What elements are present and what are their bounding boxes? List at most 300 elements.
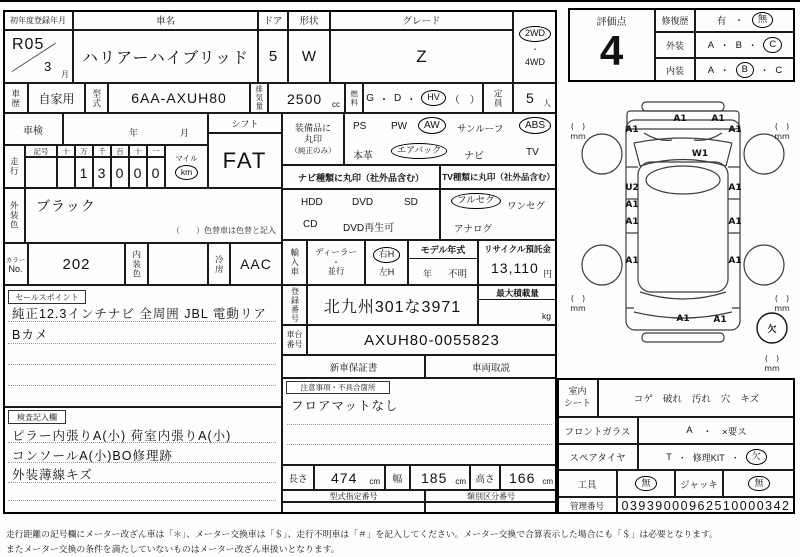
label-shift-text: シフト bbox=[231, 118, 259, 129]
diagram-tread-front-right bbox=[774, 122, 790, 141]
inspection-rule-4 bbox=[8, 500, 276, 501]
value-height-number: 166 bbox=[509, 470, 536, 486]
tab-notes-defects-text: 注意事項・不具合箇所 bbox=[300, 383, 376, 392]
cell-handle-position bbox=[365, 240, 408, 285]
label-exterior-grade-text: 外装 bbox=[665, 40, 684, 51]
value-grade-text: Z bbox=[416, 46, 427, 66]
value-width-unit: cm bbox=[455, 477, 466, 486]
value-model-designation-no bbox=[282, 502, 425, 514]
seat-hole: 穴 bbox=[720, 393, 731, 405]
label-displacement bbox=[250, 83, 268, 113]
notes-rule-2 bbox=[287, 444, 552, 445]
value-evaluation-score bbox=[569, 27, 654, 74]
value-length bbox=[314, 465, 385, 490]
sales-line2: Bカメ bbox=[12, 328, 49, 342]
value-shape bbox=[288, 30, 330, 83]
header-max-load-text: 最大積載量 bbox=[496, 287, 539, 298]
tread-paren-fl: ( ) bbox=[570, 122, 586, 131]
value-tools bbox=[617, 470, 675, 497]
value-grade bbox=[330, 30, 513, 83]
diagram-part-label: A1 bbox=[625, 200, 639, 210]
mileage-col-10-text: 十 bbox=[134, 146, 142, 156]
navi-cd: CD bbox=[303, 219, 318, 230]
diagram-part-label: A1 bbox=[711, 114, 725, 124]
cell-tv-items bbox=[440, 189, 557, 240]
diagram-part-label: A1 bbox=[673, 114, 687, 124]
tread-paren-rr: ( ) bbox=[774, 294, 790, 303]
value-width bbox=[410, 465, 470, 490]
tread-mm-rl: mm bbox=[570, 304, 586, 313]
tread-mm-spare: mm bbox=[764, 364, 780, 373]
label-interior-color-text: 内装色 bbox=[131, 249, 142, 279]
label-jack-text: ジャッキ bbox=[680, 479, 718, 491]
registration-month-unit: 月 bbox=[61, 70, 69, 79]
exterior-c-circled: C bbox=[763, 37, 782, 53]
spare-t: T bbox=[666, 452, 672, 462]
tread-mm-fr: mm bbox=[774, 132, 790, 141]
navi-hdd: HDD bbox=[301, 197, 323, 208]
diagram-wheel-rear-left bbox=[582, 245, 622, 285]
value-displacement-unit: cc bbox=[332, 100, 340, 109]
label-tools bbox=[557, 470, 617, 497]
tread-paren-spare: ( ) bbox=[764, 354, 780, 363]
equip-pw: PW bbox=[391, 121, 408, 132]
cell-navi-items bbox=[282, 189, 440, 240]
value-doors-text: 5 bbox=[268, 48, 278, 65]
tv-full-seg-circled: フルセグ bbox=[451, 193, 501, 209]
import-parallel: 並行 bbox=[327, 266, 345, 277]
handle-right-circled: 右H bbox=[373, 247, 401, 263]
mileage-digit-10k bbox=[75, 157, 93, 188]
value-displacement bbox=[268, 83, 345, 113]
diagram-part-label: A1 bbox=[625, 125, 639, 135]
interior-a: A bbox=[707, 64, 715, 76]
header-tv-type bbox=[440, 165, 557, 189]
diagram-wheel-front-left bbox=[582, 134, 622, 174]
label-repair-history-text: 修復歴 bbox=[661, 15, 689, 26]
diagram-rear-trim bbox=[642, 333, 724, 342]
cell-equipment-items bbox=[344, 113, 557, 165]
mileage-digit-1 bbox=[147, 157, 165, 188]
equip-leather: 本革 bbox=[353, 151, 373, 162]
diagram-sunroof bbox=[646, 166, 720, 194]
mileage-col-100 bbox=[111, 145, 129, 157]
label-color-no-line1: カラー bbox=[5, 256, 26, 264]
label-windshield-text: フロントガラス bbox=[564, 426, 631, 438]
tread-paren-fr: ( ) bbox=[774, 122, 790, 131]
label-shaken bbox=[3, 113, 63, 145]
tv-analog: アナログ bbox=[454, 224, 493, 235]
label-spare-tire-text: スペアタイヤ bbox=[569, 453, 626, 464]
tools-none-circled: 無 bbox=[635, 476, 656, 492]
sales-rule-2 bbox=[8, 343, 276, 344]
diagram-part-label: A1 bbox=[676, 314, 690, 324]
label-first-registration bbox=[3, 10, 73, 30]
tab-sales-points-text: セールスポイント bbox=[15, 292, 79, 302]
spare-repair-kit: 修理KIT bbox=[692, 452, 725, 463]
mileage-col-1 bbox=[147, 145, 165, 157]
value-class-division-no bbox=[425, 502, 557, 514]
diagram-tread-front-left bbox=[570, 122, 586, 141]
equip-navi: ナビ bbox=[464, 151, 484, 162]
tread-paren-rl: ( ) bbox=[570, 294, 586, 303]
diagram-tread-rear-left bbox=[570, 294, 586, 313]
mileage-col-sign-text: 記号 bbox=[33, 146, 49, 156]
inspection-rule-1 bbox=[8, 442, 276, 443]
tab-inspector-notes-text: 検査記入欄 bbox=[17, 412, 57, 422]
label-equipment bbox=[282, 113, 344, 165]
diagram-part-label: A1 bbox=[728, 183, 742, 193]
value-height-unit: cm bbox=[542, 477, 553, 486]
label-exterior-grade bbox=[655, 32, 695, 58]
value-length-number: 474 bbox=[331, 470, 358, 486]
value-ac-text: AAC bbox=[240, 256, 272, 272]
label-equipment-line1: 装備品に bbox=[294, 123, 331, 134]
mileage-unit-km-circled: km bbox=[175, 165, 198, 180]
diagram-door-seams bbox=[626, 167, 740, 233]
exterior-sep2: ・ bbox=[747, 41, 758, 52]
drive-separator: ・ bbox=[531, 44, 539, 54]
diagram-front-trim bbox=[642, 102, 724, 111]
mileage-digit-1k-text: 3 bbox=[97, 164, 107, 181]
repair-yes: 有 bbox=[716, 16, 727, 27]
value-registration-number bbox=[307, 285, 478, 325]
cell-model-year bbox=[408, 240, 478, 285]
mileage-col-1k-text: 千 bbox=[98, 146, 106, 156]
value-management-number-text: 03939000962510000342 bbox=[621, 498, 791, 513]
inspection-rule-2 bbox=[8, 462, 276, 463]
mileage-unit-mile: マイル bbox=[175, 153, 198, 163]
cell-dealer-parallel bbox=[307, 240, 365, 285]
label-color-no bbox=[3, 243, 28, 285]
cell-registration-date bbox=[3, 30, 73, 83]
label-exterior-color-text: 外装色 bbox=[9, 201, 20, 230]
interior-b-circled: B bbox=[736, 62, 754, 78]
max-load-unit: kg bbox=[542, 311, 551, 321]
label-capacity bbox=[483, 83, 513, 113]
value-windshield bbox=[638, 417, 795, 444]
label-import bbox=[282, 240, 307, 285]
header-recycle-deposit-text: リサイクル預託金 bbox=[484, 243, 551, 254]
label-history-text: 車歴 bbox=[10, 88, 21, 108]
cell-exterior-color bbox=[25, 188, 282, 243]
label-length bbox=[282, 465, 314, 490]
label-displacement-text: 排気量 bbox=[254, 85, 264, 111]
value-color-no-text: 202 bbox=[62, 255, 91, 273]
equip-airbag-circled: エアバック bbox=[391, 143, 447, 159]
label-height-text: 高さ bbox=[475, 473, 495, 485]
fuel-gasoline: G bbox=[366, 92, 375, 104]
value-capacity-unit: 人 bbox=[543, 99, 551, 108]
label-interior-seat bbox=[557, 378, 598, 417]
mileage-col-1k bbox=[93, 145, 111, 157]
interior-sep1: ・ bbox=[720, 66, 730, 77]
header-model-year bbox=[409, 241, 477, 259]
label-shaken-text: 車検 bbox=[23, 125, 43, 137]
label-first-registration-text: 初年度登録年月 bbox=[10, 15, 66, 25]
label-management-number-text: 管理番号 bbox=[569, 500, 604, 511]
navi-sd: SD bbox=[404, 197, 418, 208]
header-model-designation-no-text: 型式指定番号 bbox=[329, 491, 378, 501]
model-year-unit: 年 bbox=[423, 269, 433, 279]
label-car-name-text: 車名 bbox=[155, 16, 175, 27]
label-history bbox=[3, 83, 28, 113]
equip-tv: TV bbox=[526, 147, 539, 158]
label-equipment-line2: 丸印 bbox=[303, 134, 322, 145]
value-management-number bbox=[617, 497, 795, 514]
diagram-tread-spare bbox=[764, 354, 780, 373]
tread-mm-rr: mm bbox=[774, 304, 790, 313]
diagram-tread-rear-right bbox=[774, 294, 790, 313]
value-evaluation-score-text: 4 bbox=[599, 27, 624, 74]
label-ac-text: 冷房 bbox=[214, 254, 225, 274]
diagram-roof bbox=[638, 162, 728, 292]
inspection-line2: コンソールA(小)BO修理跡 bbox=[12, 449, 173, 463]
tab-sales-points bbox=[8, 290, 86, 304]
value-car-name bbox=[73, 30, 258, 83]
fuel-hv-circled: HV bbox=[421, 90, 446, 106]
label-tools-text: 工具 bbox=[577, 479, 597, 491]
mileage-col-100k bbox=[57, 145, 75, 157]
mileage-digit-sign bbox=[25, 157, 57, 188]
import-sep: ・ bbox=[332, 257, 340, 267]
label-interior-color bbox=[125, 243, 148, 285]
diagram-part-label: W1 bbox=[691, 149, 709, 159]
label-evaluation-score-text: 評価点 bbox=[596, 17, 627, 28]
damage-diagram bbox=[560, 90, 800, 380]
label-model-code bbox=[85, 83, 108, 113]
registration-month: 3 bbox=[44, 59, 53, 74]
label-width bbox=[385, 465, 410, 490]
fuel-sep1: ・ bbox=[379, 94, 390, 106]
mileage-digit-1-text: 0 bbox=[151, 164, 161, 181]
sales-rule-3 bbox=[8, 364, 276, 365]
label-car-name bbox=[73, 10, 258, 30]
label-chassis-line2: 番号 bbox=[286, 340, 303, 349]
header-max-load bbox=[479, 286, 556, 300]
repair-no-circled: 無 bbox=[752, 12, 774, 28]
windshield-a: A bbox=[686, 425, 693, 436]
label-grade-text: グレード bbox=[402, 16, 441, 27]
tab-notes-defects bbox=[286, 381, 390, 394]
mileage-col-sign bbox=[25, 145, 57, 157]
label-interior-seat-line2: シート bbox=[563, 397, 591, 408]
interior-c: C bbox=[775, 64, 783, 76]
value-width-number: 185 bbox=[421, 470, 448, 486]
equip-ps: PS bbox=[353, 121, 367, 132]
mileage-col-10k-text: 万 bbox=[80, 146, 88, 156]
cell-new-car-warranty-text: 新車保証書 bbox=[329, 362, 378, 374]
tab-inspector-notes bbox=[8, 410, 66, 424]
tread-mm-fl: mm bbox=[570, 132, 586, 141]
label-management-number bbox=[557, 497, 617, 514]
value-registration-number-text: 北九州301な3971 bbox=[323, 298, 462, 316]
value-doors bbox=[258, 30, 288, 83]
value-spare-tire bbox=[638, 444, 795, 470]
header-navi-type-text: ナビ種類に丸印（社外品含む） bbox=[297, 172, 424, 183]
label-interior-grade bbox=[655, 58, 695, 82]
header-navi-type bbox=[282, 165, 440, 189]
label-registration-number-text: 登録番号 bbox=[290, 287, 300, 323]
sales-line1: 純正12.3インチナビ 全周囲 JBL 電動リア bbox=[12, 307, 267, 321]
navi-dvd-play: DVD再生可 bbox=[343, 223, 395, 234]
label-chassis-line1: 車台 bbox=[286, 330, 303, 340]
label-fuel bbox=[345, 83, 363, 113]
header-tv-type-text: TV種類に丸印（社外品含む） bbox=[442, 172, 555, 182]
label-mileage-text: 走行 bbox=[9, 157, 20, 176]
mileage-col-100k-text: 十 bbox=[62, 146, 70, 156]
diagram-part-label: A1 bbox=[728, 125, 742, 135]
navi-dvd: DVD bbox=[352, 197, 374, 208]
sales-rule-4 bbox=[8, 385, 276, 386]
mileage-digit-100 bbox=[111, 157, 129, 188]
mileage-digit-1k bbox=[93, 157, 111, 188]
value-capacity-number: 5 bbox=[526, 90, 535, 106]
mileage-digit-10-text: 0 bbox=[133, 164, 143, 181]
diagram-part-label: A1 bbox=[713, 315, 727, 325]
equip-aw-circled: AW bbox=[418, 117, 446, 134]
mileage-digit-10 bbox=[129, 157, 147, 188]
fuel-diesel: D bbox=[394, 92, 402, 104]
value-interior-color bbox=[148, 243, 208, 285]
recycle-fee-unit: 円 bbox=[542, 269, 552, 279]
label-model-code-text: 型式 bbox=[91, 88, 102, 108]
label-shift bbox=[208, 113, 282, 133]
label-fuel-text: 燃料 bbox=[349, 89, 359, 107]
tv-one-seg: ワンセグ bbox=[507, 201, 546, 212]
value-repair-history bbox=[695, 8, 795, 32]
label-equipment-line3: （純正のみ） bbox=[290, 145, 336, 155]
equip-sunroof: サンルーフ bbox=[457, 124, 504, 135]
seat-burn: コゲ bbox=[633, 393, 653, 405]
label-ac bbox=[208, 243, 230, 285]
diagram-part-label: U2 bbox=[625, 183, 639, 193]
value-model-code bbox=[108, 83, 250, 113]
label-height bbox=[470, 465, 500, 490]
label-width-text: 幅 bbox=[392, 473, 403, 485]
value-shift bbox=[208, 133, 282, 188]
cell-vehicle-manual-text: 車両取説 bbox=[471, 362, 510, 374]
mileage-col-10k bbox=[75, 145, 93, 157]
cell-max-load bbox=[478, 285, 557, 325]
value-chassis-number bbox=[307, 325, 557, 355]
label-exterior-color bbox=[3, 188, 25, 243]
exterior-sep1: ・ bbox=[720, 41, 730, 52]
value-chassis-number-text: AXUH80-0055823 bbox=[364, 331, 500, 349]
cell-new-car-warranty bbox=[282, 355, 425, 378]
label-length-text: 長さ bbox=[288, 473, 308, 485]
label-doors bbox=[258, 10, 288, 30]
notes-line1: フロアマットなし bbox=[291, 399, 399, 413]
value-exterior-color: ブラック bbox=[36, 198, 96, 214]
header-recycle-deposit bbox=[479, 241, 556, 256]
diagram-part-label: A1 bbox=[728, 256, 742, 266]
value-length-unit: cm bbox=[369, 477, 380, 486]
header-class-division-no bbox=[425, 490, 557, 502]
registration-era: R05 bbox=[12, 36, 45, 53]
label-color-no-line2: No. bbox=[8, 263, 23, 274]
header-class-division-no-text: 類別区分番号 bbox=[467, 491, 515, 501]
spare-sep1: ・ bbox=[677, 452, 687, 463]
value-history-text: 自家用 bbox=[38, 91, 75, 106]
interior-sep2: ・ bbox=[759, 66, 770, 77]
inspection-line1: ピラー内張りA(小) 荷室内張りA(小) bbox=[12, 429, 232, 443]
label-shape-text: 形状 bbox=[299, 16, 319, 27]
diagram-part-label: A1 bbox=[728, 217, 742, 227]
value-fuel bbox=[363, 83, 483, 113]
fuel-sep2: ・ bbox=[406, 94, 417, 106]
mileage-col-100-text: 百 bbox=[116, 146, 124, 156]
label-shape bbox=[288, 10, 330, 30]
value-exterior-grade bbox=[695, 32, 795, 58]
label-jack bbox=[675, 470, 723, 497]
inspection-rule-3 bbox=[8, 482, 276, 483]
label-interior-grade-text: 内装 bbox=[665, 65, 684, 76]
value-capacity bbox=[513, 83, 557, 113]
cell-drive-type bbox=[513, 10, 557, 83]
equip-abs-circled: ABS bbox=[519, 117, 551, 134]
mileage-digit-100k bbox=[57, 157, 75, 188]
seat-tear: 破れ bbox=[662, 393, 682, 405]
value-ac bbox=[230, 243, 282, 285]
cell-evaluation-score bbox=[568, 8, 655, 82]
diagram-spare-missing-label: 欠 bbox=[767, 325, 777, 335]
value-color-no bbox=[28, 243, 125, 285]
mileage-digit-10k-text: 1 bbox=[79, 164, 89, 181]
windshield-sep: ・ bbox=[702, 426, 713, 438]
value-displacement-number: 2500 bbox=[287, 91, 323, 107]
value-car-name-text: ハリアーハイブリッド bbox=[82, 50, 249, 67]
value-history bbox=[28, 83, 85, 113]
mileage-digit-100-text: 0 bbox=[115, 164, 125, 181]
label-capacity-text: 定員 bbox=[493, 88, 504, 108]
diagram-part-label: A1 bbox=[625, 217, 639, 227]
import-dealer: ディーラー bbox=[315, 247, 357, 258]
exterior-color-note: （ ）色替車は色替と記入 bbox=[172, 226, 276, 235]
label-registration-number bbox=[282, 285, 307, 325]
cell-recycle-deposit bbox=[478, 240, 557, 285]
label-repair-history bbox=[655, 8, 695, 32]
sheet-top-edge bbox=[0, 0, 800, 2]
model-year-unknown: 不明 bbox=[447, 269, 467, 280]
exterior-b: B bbox=[735, 39, 742, 51]
value-interior-grade bbox=[695, 58, 795, 82]
value-height bbox=[500, 465, 557, 490]
label-doors-text: ドア bbox=[263, 16, 283, 27]
spare-missing-circled: 欠 bbox=[746, 449, 767, 465]
shaken-year-unit: 年 bbox=[129, 128, 139, 138]
inspection-line3: 外装薄線キズ bbox=[12, 468, 93, 482]
cell-vehicle-manual bbox=[425, 355, 557, 378]
mileage-col-10 bbox=[129, 145, 147, 157]
label-chassis-number bbox=[282, 325, 307, 355]
value-jack bbox=[723, 470, 795, 497]
drive-4wd: 4WD bbox=[525, 56, 545, 67]
jack-none-circled: 無 bbox=[748, 476, 769, 492]
diagram-wheel-rear-right bbox=[744, 245, 784, 285]
label-spare-tire bbox=[557, 444, 638, 470]
exterior-a: A bbox=[707, 39, 715, 51]
value-interior-seat bbox=[598, 378, 795, 417]
footer-note-line1: 走行距離の記号欄にメーター改ざん車は「＊」、メーター交換車は「＄」、走行不明車は「＃」を記入してください。メーター交換で合算表示した場合にも「＄」は必要となります。 bbox=[6, 529, 718, 539]
label-mileage bbox=[3, 145, 25, 188]
label-import-text: 輸入車 bbox=[289, 248, 300, 277]
fuel-paren: （ ） bbox=[449, 94, 480, 106]
repair-sep: ・ bbox=[734, 16, 744, 27]
label-windshield bbox=[557, 417, 638, 444]
footer-note-line2: またメーター交換の条件を満たしていないものはメーター改ざん車扱いとなります。 bbox=[6, 544, 340, 554]
spare-sep2: ・ bbox=[730, 452, 740, 463]
